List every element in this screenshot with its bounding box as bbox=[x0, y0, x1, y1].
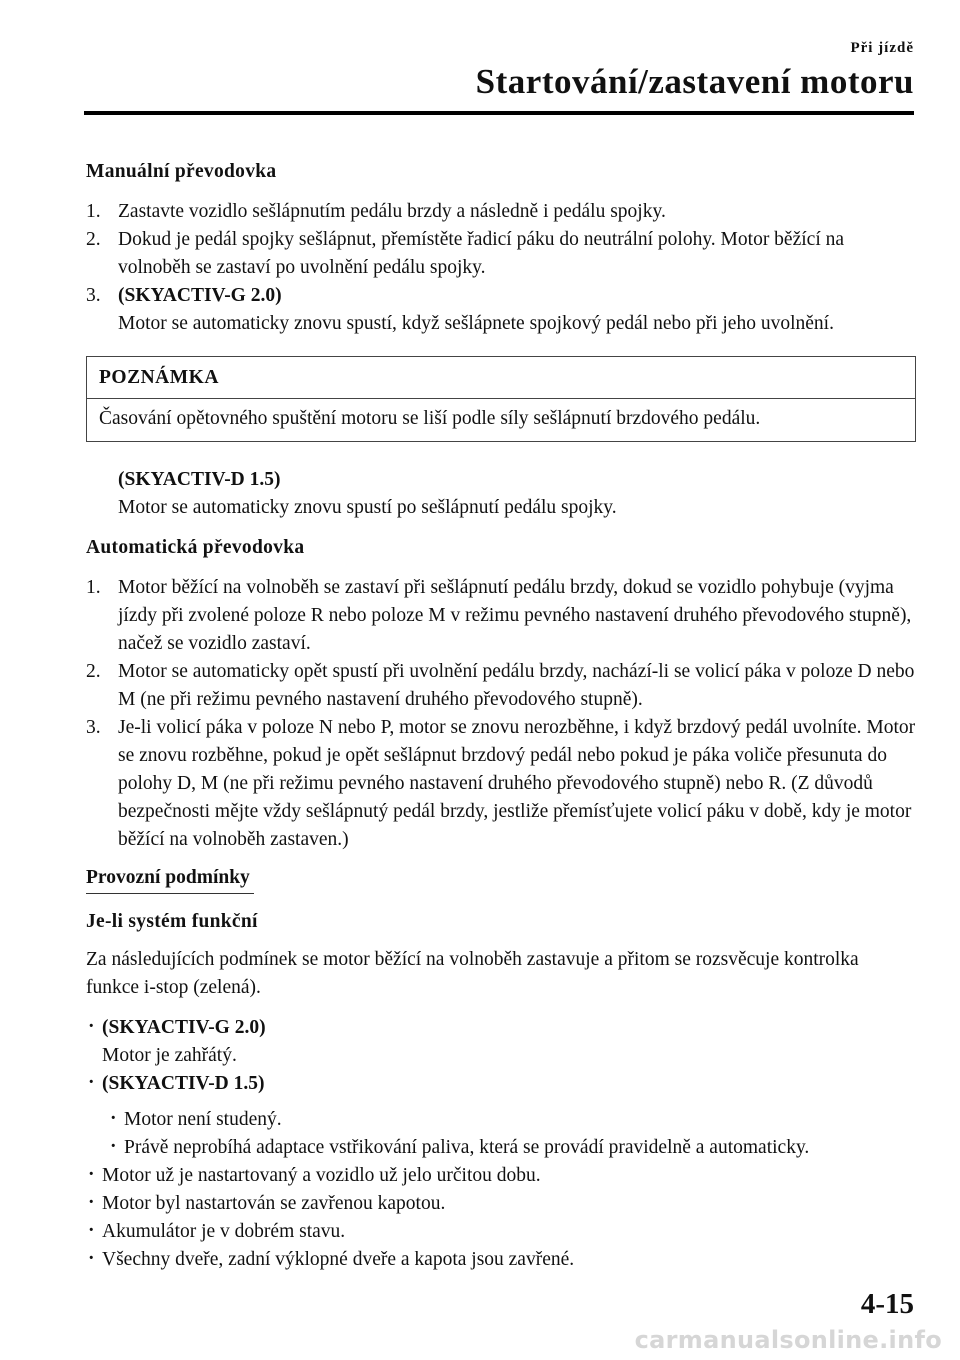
watermark: carmanualsonline.info bbox=[634, 1326, 942, 1354]
engine-variant-label: · (SKYACTIV-D 1.5) bbox=[102, 1073, 265, 1094]
list-item bbox=[86, 198, 916, 226]
diesel-manual-text: Motor se automaticky znovu spustí po sešlápnutí pedálu spojky. bbox=[118, 497, 617, 518]
header-rule bbox=[84, 111, 914, 115]
list-item bbox=[86, 658, 916, 714]
step-text: Motor se automaticky znovu spustí, když sešlápnete spojkový pedál nebo při jeho uvolnění. bbox=[118, 313, 834, 334]
conditions-list bbox=[86, 1014, 916, 1274]
automatic-steps-list bbox=[86, 574, 916, 854]
step-number: 1. bbox=[86, 577, 101, 598]
diesel-manual-block bbox=[86, 466, 916, 522]
step-number: 2. bbox=[86, 661, 101, 682]
step-number: 3. bbox=[86, 285, 101, 306]
step-text: Motor běžící na volnoběh se zastaví při sešlápnutí pedálu brzdy, dokud se vozidlo pohybuje (vyjma jízdy při zvolené poloze R nebo poloze M v režimu pevného nastavení druhého převodového stupně), načež se vozidlo zastaví. bbox=[118, 577, 912, 654]
running-header-section: Při jízdě bbox=[850, 40, 914, 56]
step-number: 2. bbox=[86, 229, 101, 250]
engine-variant-label: · (SKYACTIV-G 2.0) bbox=[102, 1017, 266, 1038]
step-text: Dokud je pedál spojky sešlápnut, přemístěte řadicí páku do neutrální polohy. Motor běžící na volnoběh se zastaví po uvolnění pedálu spojky. bbox=[118, 229, 845, 278]
list-item: · Akumulátor je v dobrém stavu. bbox=[86, 1218, 916, 1246]
operating-conditions-heading: Provozní podmínky bbox=[86, 864, 254, 894]
step-text: Zastavte vozidlo sešlápnutím pedálu brzdy a následně i pedálu spojky. bbox=[118, 201, 666, 222]
note-title: POZNÁMKA bbox=[87, 357, 915, 399]
list-item bbox=[86, 1014, 916, 1070]
conditions-intro: Za následujících podmínek se motor běžící na volnoběh zastavuje a přitom se rozsvěcuje kontrolka funkce i-stop (zelená). bbox=[86, 949, 859, 998]
engine-variant-label: (SKYACTIV-G 2.0) bbox=[118, 285, 282, 306]
list-item bbox=[86, 1070, 916, 1098]
manual-transmission-heading: Manuální převodovka bbox=[86, 161, 277, 182]
page-content bbox=[86, 158, 916, 1274]
step-text: Je-li volicí páka v poloze N nebo P, motor se znovu nerozběhne, i když brzdový pedál uvolníte. Motor se znovu rozběhne, pokud je opět sešlápnut brzdový pedál nebo pokud je páka voliče přesunuta do polohy D, M (ne při režimu pevného nastavení druhého převodového stupně) nebo R. (Z důvodů bezpečnosti mějte vždy sešlápnutý pedál brzdy, jestliže přemísťujete volicí páku v době, kdy je motor běžící na volnoběh zastaven.) bbox=[118, 717, 916, 850]
automatic-transmission-heading: Automatická převodovka bbox=[86, 537, 305, 558]
page-number: 4-15 bbox=[860, 1288, 914, 1320]
list-item bbox=[86, 574, 916, 658]
condition-text: Motor je zahřátý. bbox=[102, 1045, 237, 1066]
note-box bbox=[86, 356, 916, 442]
list-item: · Motor už je nastartovaný a vozidlo už jelo určitou dobu. bbox=[86, 1162, 916, 1190]
list-item: · Právě neprobíhá adaptace vstřikování paliva, která se provádí pravidelně a automaticky. bbox=[86, 1134, 916, 1162]
list-item: · Motor není studený. bbox=[86, 1106, 916, 1134]
engine-variant-label: (SKYACTIV-D 1.5) bbox=[118, 469, 281, 490]
manual-steps-list bbox=[86, 198, 916, 338]
page-title: Startování/zastavení motoru bbox=[475, 62, 914, 101]
list-item bbox=[86, 714, 916, 854]
note-text: Časování opětovného spuštění motoru se liší podle síly sešlápnutí brzdového pedálu. bbox=[99, 408, 761, 429]
step-number: 1. bbox=[86, 201, 101, 222]
list-item bbox=[86, 226, 916, 282]
step-number: 3. bbox=[86, 717, 101, 738]
list-item: · Všechny dveře, zadní výklopné dveře a kapota jsou zavřené. bbox=[86, 1246, 916, 1274]
list-item bbox=[86, 282, 916, 338]
system-functional-subheading: Je-li systém funkční bbox=[86, 911, 258, 932]
step-text: Motor se automaticky opět spustí při uvolnění pedálu brzdy, nachází-li se volicí páka v poloze D nebo M (ne při režimu pevného nastavení druhého převodového stupně). bbox=[118, 661, 915, 710]
list-item: · Motor byl nastartován se zavřenou kapotou. bbox=[86, 1190, 916, 1218]
